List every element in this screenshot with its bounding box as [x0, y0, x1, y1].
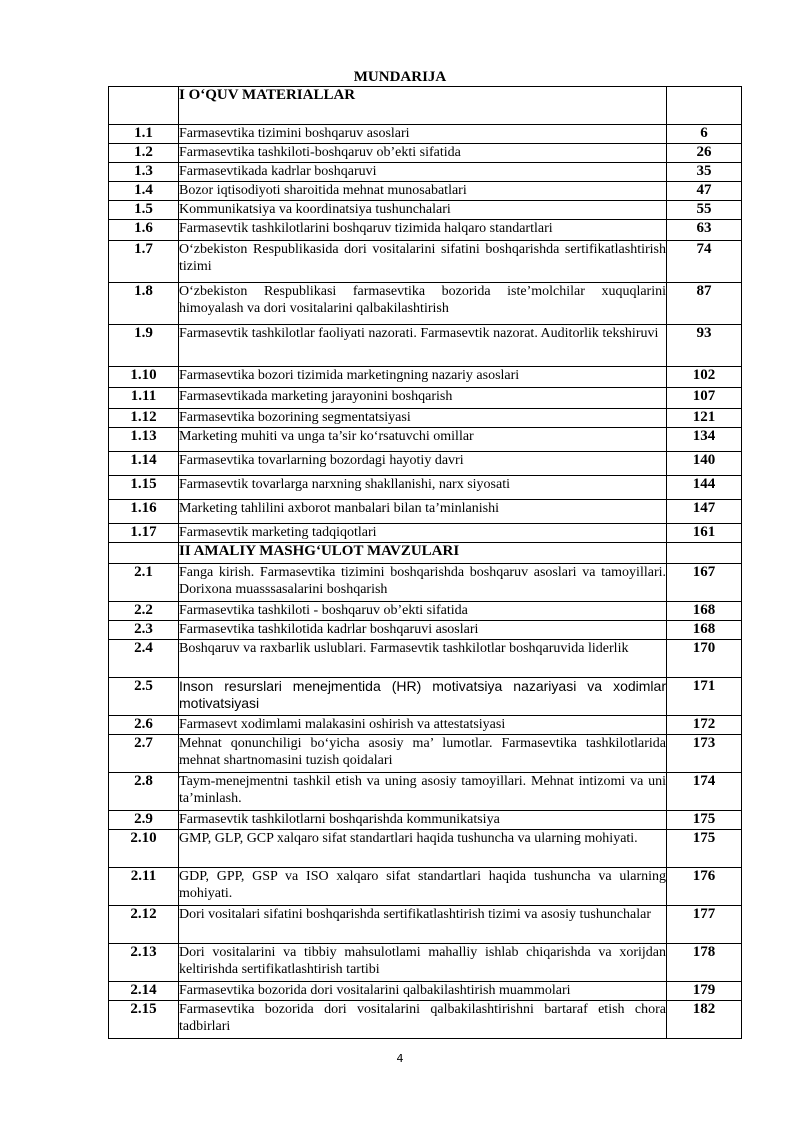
entry-page: 167 — [667, 564, 742, 602]
entry-title: Farmasevtik tashkilotlarini boshqaruv tizimida halqaro standartlari — [179, 220, 667, 241]
toc-row — [109, 125, 742, 144]
entry-title: Farmasevtik tashkilotlarni boshqarishda kommunikatsiya — [179, 811, 667, 830]
entry-page: 134 — [667, 428, 742, 452]
section-page-cell — [667, 543, 742, 564]
entry-title: Farmasevtika bozorida dori vositalarini qalbakilashtirish muammolari — [179, 982, 667, 1001]
entry-page: 74 — [667, 241, 742, 283]
entry-number: 1.7 — [109, 241, 179, 283]
entry-number: 1.5 — [109, 201, 179, 220]
entry-page: 178 — [667, 944, 742, 982]
entry-page: 87 — [667, 283, 742, 325]
entry-number: 2.2 — [109, 602, 179, 621]
entry-number: 1.2 — [109, 144, 179, 163]
toc-row — [109, 735, 742, 773]
toc-row — [109, 830, 742, 868]
entry-page: 171 — [667, 678, 742, 716]
section-title: I O‘QUV MATERIALLAR — [179, 87, 667, 125]
entry-title: Farmasevtik marketing tadqiqotlari — [179, 524, 667, 543]
entry-page: 174 — [667, 773, 742, 811]
entry-title: Taym-menejmentni tashkil etish va uning asosiy tamoyillari. Mehnat intizomi va uni ta’minlash. — [179, 773, 667, 811]
entry-number: 2.12 — [109, 906, 179, 944]
section-page-cell — [667, 87, 742, 125]
toc-row — [109, 283, 742, 325]
toc-row — [109, 201, 742, 220]
entry-number: 1.17 — [109, 524, 179, 543]
entry-title: Marketing tahlilini axborot manbalari bilan ta’minlanishi — [179, 500, 667, 524]
entry-number: 2.13 — [109, 944, 179, 982]
entry-title: Farmasevtik tashkilotlar faoliyati nazorati. Farmasevtik nazorat. Auditorlik tekshiruvi — [179, 325, 667, 367]
entry-page: 172 — [667, 716, 742, 735]
entry-page: 170 — [667, 640, 742, 678]
entry-title: Mehnat qonunchiligi bo‘yicha asosiy ma’ lumotlar. Farmasevtika tashkilotlarida mehnat shartnomasini tuzish qoidalari — [179, 735, 667, 773]
entry-title: Fanga kirish. Farmasevtika tizimini boshqarishda boshqaruv asoslari va tamoyillari. Dorixona muasssasalarini boshqarish — [179, 564, 667, 602]
entry-number: 1.4 — [109, 182, 179, 201]
entry-page: 35 — [667, 163, 742, 182]
toc-row — [109, 773, 742, 811]
entry-page: 182 — [667, 1001, 742, 1039]
entry-number: 1.12 — [109, 409, 179, 428]
section-number-cell — [109, 87, 179, 125]
entry-number: 1.15 — [109, 476, 179, 500]
toc-row — [109, 428, 742, 452]
entry-page: 121 — [667, 409, 742, 428]
toc-row — [109, 388, 742, 409]
entry-number: 1.16 — [109, 500, 179, 524]
entry-number: 1.8 — [109, 283, 179, 325]
toc-row — [109, 906, 742, 944]
entry-title: Farmasevtikada kadrlar boshqaruvi — [179, 163, 667, 182]
toc-row — [109, 182, 742, 201]
toc-row — [109, 868, 742, 906]
toc-row — [109, 716, 742, 735]
toc-row — [109, 524, 742, 543]
entry-number: 2.9 — [109, 811, 179, 830]
toc-row — [109, 602, 742, 621]
entry-title: Boshqaruv va raxbarlik uslublari. Farmasevtik tashkilotlar boshqaruvida liderlik — [179, 640, 667, 678]
toc-row — [109, 144, 742, 163]
toc-row — [109, 409, 742, 428]
toc-row — [109, 220, 742, 241]
entry-title: Farmasevtika tovarlarning bozordagi hayotiy davri — [179, 452, 667, 476]
entry-number: 1.14 — [109, 452, 179, 476]
entry-page: 177 — [667, 906, 742, 944]
entry-number: 1.6 — [109, 220, 179, 241]
toc-row — [109, 367, 742, 388]
toc-row — [109, 811, 742, 830]
entry-page: 179 — [667, 982, 742, 1001]
entry-page: 175 — [667, 811, 742, 830]
entry-number: 1.9 — [109, 325, 179, 367]
section-header-row — [109, 87, 742, 125]
entry-title: Farmasevtika tashkiloti-boshqaruv ob’ekti sifatida — [179, 144, 667, 163]
toc-row — [109, 325, 742, 367]
toc-row — [109, 1001, 742, 1039]
toc-row — [109, 678, 742, 716]
document-title: MUNDARIJA — [353, 69, 447, 85]
entry-number: 2.5 — [109, 678, 179, 716]
entry-title: Farmasevtik tovarlarga narxning shakllanishi, narx siyosati — [179, 476, 667, 500]
section-number-cell — [109, 543, 179, 564]
entry-page: 168 — [667, 602, 742, 621]
entry-page: 176 — [667, 868, 742, 906]
toc-row — [109, 500, 742, 524]
entry-page: 93 — [667, 325, 742, 367]
section-header-row — [109, 543, 742, 564]
entry-page: 102 — [667, 367, 742, 388]
toc-row — [109, 640, 742, 678]
entry-title: Inson resurslari menejmentida (HR) motivatsiya nazariyasi va xodimlar motivatsiyasi — [179, 678, 667, 716]
entry-title: Farmasevtika tashkiloti - boshqaruv ob’ekti sifatida — [179, 602, 667, 621]
toc-row — [109, 944, 742, 982]
entry-page: 175 — [667, 830, 742, 868]
entry-title: Kommunikatsiya va koordinatsiya tushunchalari — [179, 201, 667, 220]
entry-title: Dori vositalari sifatini boshqarishda sertifikatlashtirish tizimi va asosiy tushunchalar — [179, 906, 667, 944]
toc-row — [109, 476, 742, 500]
page-number: 4 — [396, 1052, 404, 1065]
section-title: II AMALIY MASHG‘ULOT MAVZULARI — [179, 543, 667, 564]
entry-title: Farmasevtikada marketing jarayonini boshqarish — [179, 388, 667, 409]
entry-page: 168 — [667, 621, 742, 640]
entry-number: 2.15 — [109, 1001, 179, 1039]
entry-number: 2.14 — [109, 982, 179, 1001]
entry-number: 2.10 — [109, 830, 179, 868]
entry-title: O‘zbekiston Respublikasida dori vositalarini sifatini boshqarishda sertifikatlashtirish tizimi — [179, 241, 667, 283]
entry-page: 47 — [667, 182, 742, 201]
entry-title: Farmasevtika bozorining segmentatsiyasi — [179, 409, 667, 428]
entry-page: 107 — [667, 388, 742, 409]
entry-number: 1.10 — [109, 367, 179, 388]
entry-number: 2.3 — [109, 621, 179, 640]
toc-row — [109, 621, 742, 640]
entry-number: 2.7 — [109, 735, 179, 773]
entry-page: 6 — [667, 125, 742, 144]
entry-title: Farmasevtika bozorida dori vositalarini qalbakilashtirishni bartaraf etish chora tadbirlari — [179, 1001, 667, 1039]
entry-page: 144 — [667, 476, 742, 500]
entry-number: 2.4 — [109, 640, 179, 678]
entry-title: GDP, GPP, GSP va ISO xalqaro sifat standartlari haqida tushuncha va ularning mohiyati. — [179, 868, 667, 906]
entry-number: 1.11 — [109, 388, 179, 409]
entry-number: 2.1 — [109, 564, 179, 602]
entry-number: 1.1 — [109, 125, 179, 144]
entry-title: Farmasevtika tizimini boshqaruv asoslari — [179, 125, 667, 144]
entry-title: Farmasevtika bozori tizimida marketingning nazariy asoslari — [179, 367, 667, 388]
entry-number: 1.3 — [109, 163, 179, 182]
entry-title: Farmasevtika tashkilotida kadrlar boshqaruvi asoslari — [179, 621, 667, 640]
entry-page: 173 — [667, 735, 742, 773]
entry-title: Dori vositalarini va tibbiy mahsulotlami mahalliy ishlab chiqarishda va xorijdan keltirishda sertifikatlashtirish tartibi — [179, 944, 667, 982]
entry-page: 147 — [667, 500, 742, 524]
entry-title: Marketing muhiti va unga ta’sir ko‘rsatuvchi omillar — [179, 428, 667, 452]
toc-row — [109, 982, 742, 1001]
entry-number: 1.13 — [109, 428, 179, 452]
entry-title: GMP, GLP, GCP xalqaro sifat standartlari haqida tushuncha va ularning mohiyati. — [179, 830, 667, 868]
entry-page: 161 — [667, 524, 742, 543]
entry-title: Farmasevt xodimlami malakasini oshirish va attestatsiyasi — [179, 716, 667, 735]
entry-number: 2.11 — [109, 868, 179, 906]
entry-page: 55 — [667, 201, 742, 220]
entry-page: 26 — [667, 144, 742, 163]
toc-row — [109, 241, 742, 283]
toc-row — [109, 452, 742, 476]
entry-title: Bozor iqtisodiyoti sharoitida mehnat munosabatlari — [179, 182, 667, 201]
entry-number: 2.8 — [109, 773, 179, 811]
entry-number: 2.6 — [109, 716, 179, 735]
entry-title: O‘zbekiston Respublikasi farmasevtika bozorida iste’molchilar xuquqlarini himoyalash va dori vositalarini qalbakilashtirish — [179, 283, 667, 325]
contents-table — [108, 86, 742, 1039]
entry-page: 63 — [667, 220, 742, 241]
toc-row — [109, 564, 742, 602]
entry-page: 140 — [667, 452, 742, 476]
toc-row — [109, 163, 742, 182]
